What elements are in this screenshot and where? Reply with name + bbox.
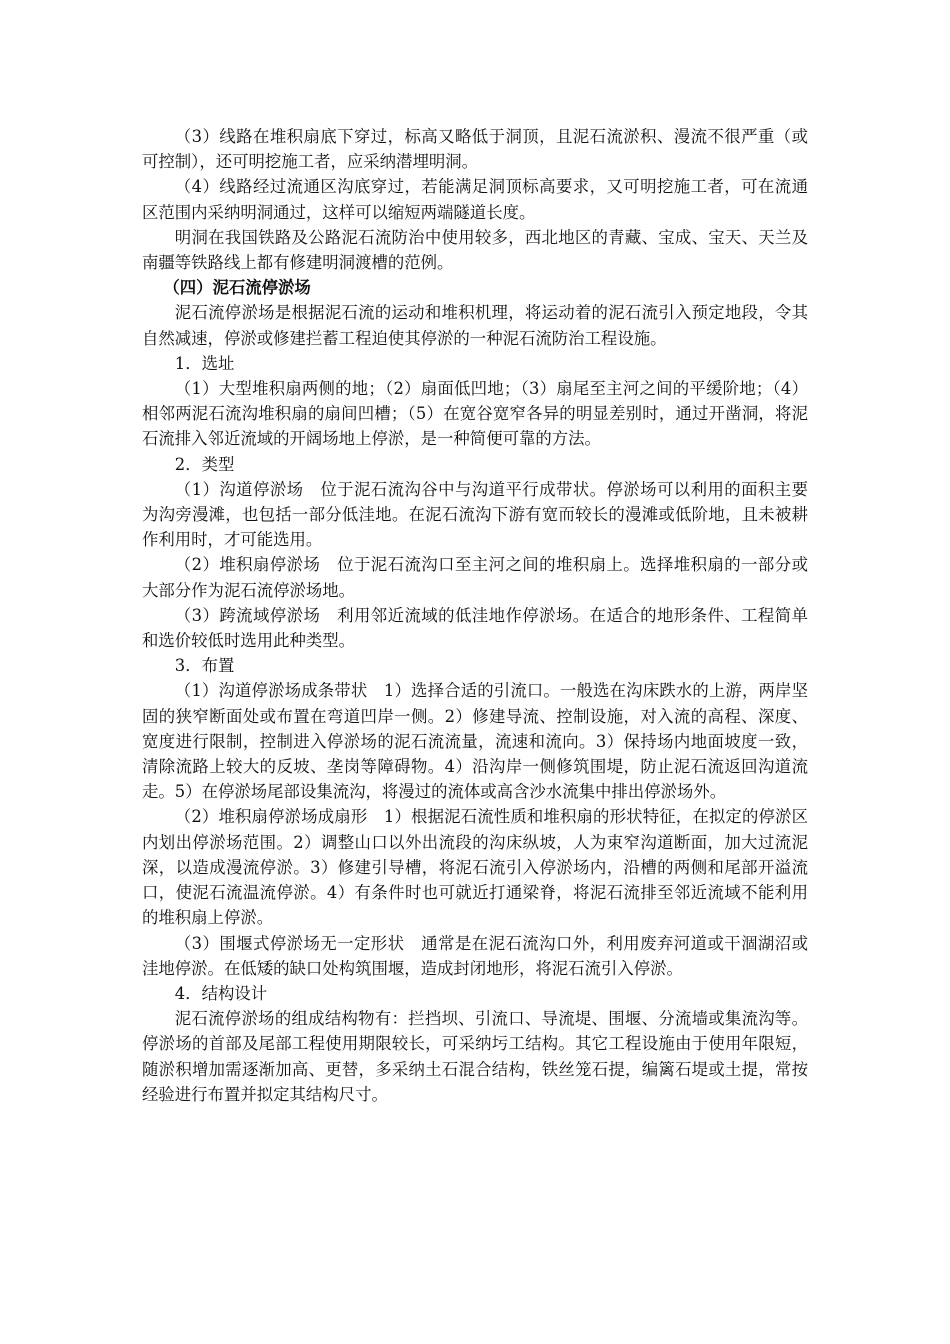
- section-heading: （四）泥石流停淤场: [163, 278, 311, 298]
- paragraph: （1）沟道停淤场 位于泥石流沟谷中与沟道平行成带状。停淤场可以利用的面积主要为沟旁漫滩，也包括一部分低洼地。在泥石流沟下游有宽而较长的漫滩或低阶地，且未被耕作利用时，才可能选用。: [142, 479, 808, 550]
- paragraph: （3）线路在堆积扇底下穿过，标高又略低于洞顶，且泥石流淤积、漫流不很严重（或可控制），还可明挖施工者，应采纳潜埋明洞。: [142, 127, 808, 172]
- paragraph: （3）跨流域停淤场 利用邻近流域的低洼地作停淤场。在适合的地形条件、工程简单和选价较低时选用此种类型。: [142, 605, 808, 651]
- paragraph: （1）大型堆积扇两侧的地；（2）扇面低凹地；（3）扇尾至主河之间的平缓阶地；（4）相邻两泥石流沟堆积扇的扇间凹槽；（5）在宽谷宽窄各异的明显差别时，通过开凿洞，将泥石流排入邻近流域的开阔场地上停淤，是一种简便可靠的方法。: [142, 379, 808, 449]
- paragraph: （1）沟道停淤场成条带状 1）选择合适的引流口。一般选在沟床跌水的上游，两岸坚固的狭窄断面处或布置在弯道凹岸一侧。2）修建导流、控制设施，对入流的高程、深度、宽度进行限制，控制进入停淤场的泥石流流量，流速和流向。3）保持场内地面坡度一致，清除流路上较大的反坡、垄岗等障碍物。4）沿沟岸一侧修筑围堤，防止泥石流返回沟道流走。5）在停淤场尾部设集流沟，将漫过的流体或高含沙水流集中排出停淤场外。: [142, 681, 808, 802]
- subsection-heading: 2．类型: [174, 454, 235, 474]
- paragraph: （4）线路经过流通区沟底穿过，若能满足洞顶标高要求，又可明挖施工者，可在流通区范围内采纳明洞通过，这样可以缩短两端隧道长度。: [142, 177, 808, 222]
- paragraph: （2）堆积扇停淤场成扇形 1）根据泥石流性质和堆积扇的形状特征，在拟定的停淤区内划出停淤场范围。2）调整山口以外出流段的沟床纵坡，人为束窄沟道断面，加大过流泥深，以造成漫流停淤。3）修建引导槽，将泥石流引入停淤场内，沿槽的两侧和尾部开溢流口，使泥石流温流停淤。4）有条件时也可就近打通梁脊，将泥石流排至邻近流域不能利用的堆积扇上停淤。: [142, 807, 808, 928]
- paragraph: 泥石流停淤场的组成结构物有：拦挡坝、引流口、导流堤、围堰、分流墙或集流沟等。停淤场的首部及尾部工程使用期限较长，可采纳圬工结构。其它工程设施由于使用年限短，随淤积增加需逐渐加高、更替，多采纳土石混合结构，铁丝笼石提，编篱石堤或土提，常按经验进行布置并拟定其结构尺寸。: [142, 1009, 808, 1104]
- subsection-heading: 3．布置: [174, 656, 235, 676]
- paragraph: （3）围堰式停淤场无一定形状 通常是在泥石流沟口外，利用废弃河道或干涸湖沼或洼地停淤。在低矮的缺口处构筑围堰，造成封闭地形，将泥石流引入停淤。: [142, 933, 808, 978]
- paragraph: 明洞在我国铁路及公路泥石流防治中使用较多，西北地区的青藏、宝成、宝天、天兰及南疆等铁路线上都有修建明洞渡槽的范例。: [142, 227, 808, 273]
- document-body: [142, 124, 808, 1107]
- paragraph: 泥石流停淤场是根据泥石流的运动和堆积机理，将运动着的泥石流引入预定地段，令其自然减速，停淤或修建拦蓄工程迫使其停淤的一种泥石流防治工程设施。: [142, 303, 808, 348]
- subsection-heading: 1．选址: [174, 353, 235, 373]
- subsection-heading: 4．结构设计: [174, 983, 268, 1003]
- paragraph: （2）堆积扇停淤场 位于泥石流沟口至主河之间的堆积扇上。选择堆积扇的一部分或大部分作为泥石流停淤场地。: [142, 555, 808, 600]
